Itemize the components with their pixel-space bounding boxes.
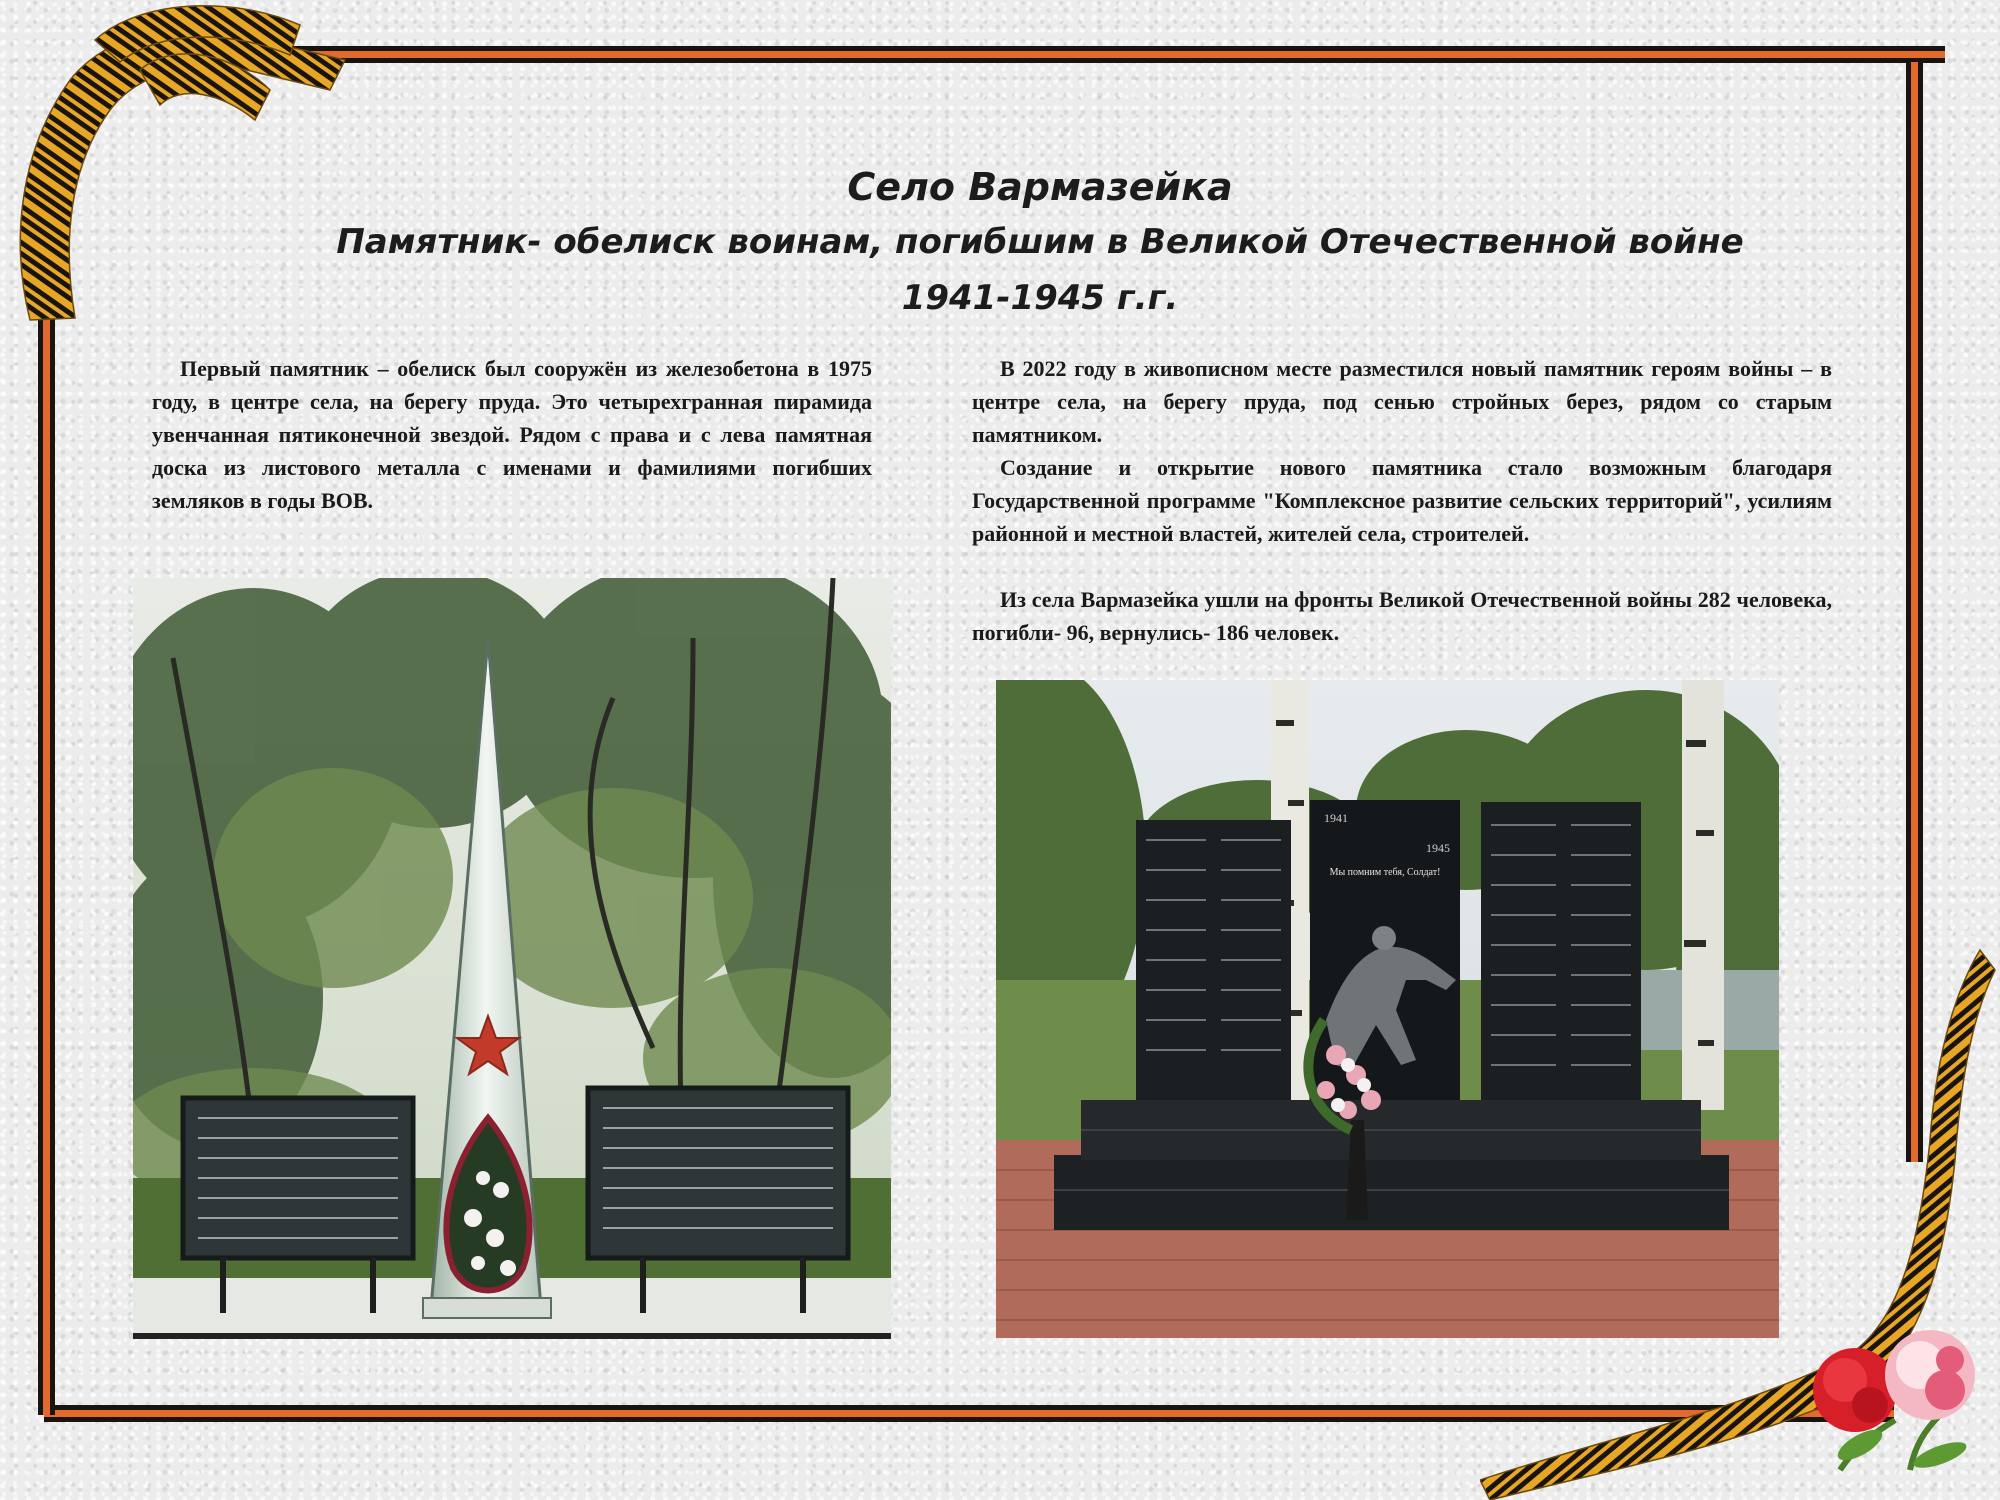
right-paragraph-3: Из села Вармазейка ушли на фронты Великой Отечественной войны 282 человека, погибли- 96, вернулись- 186 человек. [972, 587, 1832, 645]
plaque-year-left: 1941 [1324, 811, 1348, 825]
page-years: 1941-1945 г.г. [901, 278, 1179, 318]
frame-top-stripe [240, 46, 1945, 63]
right-paragraph-2: Создание и открытие нового памятника стало возможным благодаря Государственной программе "Комплексное развитие сельских территорий", усилиям районной и местной властей, жителей села, строителей. [972, 455, 1832, 546]
left-paragraph: Первый памятник – обелиск был сооружён из железобетона в 1975 году, в центре села, на берегу пруда. Это четырехгранная пирамида увенчанная пятиконечной звездой. Рядом с права и с лева памятная доска из листового металла с именами и фамилиями погибших земляков в годы ВОВ. [152, 356, 872, 513]
old-obelisk-photo [133, 578, 891, 1339]
right-paragraph-1: В 2022 году в живописном месте разместился новый памятник героям войны – в центре села, на берегу пруда, под сенью стройных берез, рядом со старым памятником. [972, 356, 1832, 447]
carnation-flowers [1800, 1320, 2000, 1480]
new-monument-photo [996, 680, 1779, 1338]
page-title: Село Вармазейка [847, 165, 1233, 209]
plaque-year-right: 1945 [1426, 841, 1450, 855]
plaque-text: Мы помним тебя, Солдат! [1329, 867, 1441, 878]
page-subtitle: Памятник- обелиск воинам, погибшим в Великой Отечественной войне [336, 222, 1744, 262]
